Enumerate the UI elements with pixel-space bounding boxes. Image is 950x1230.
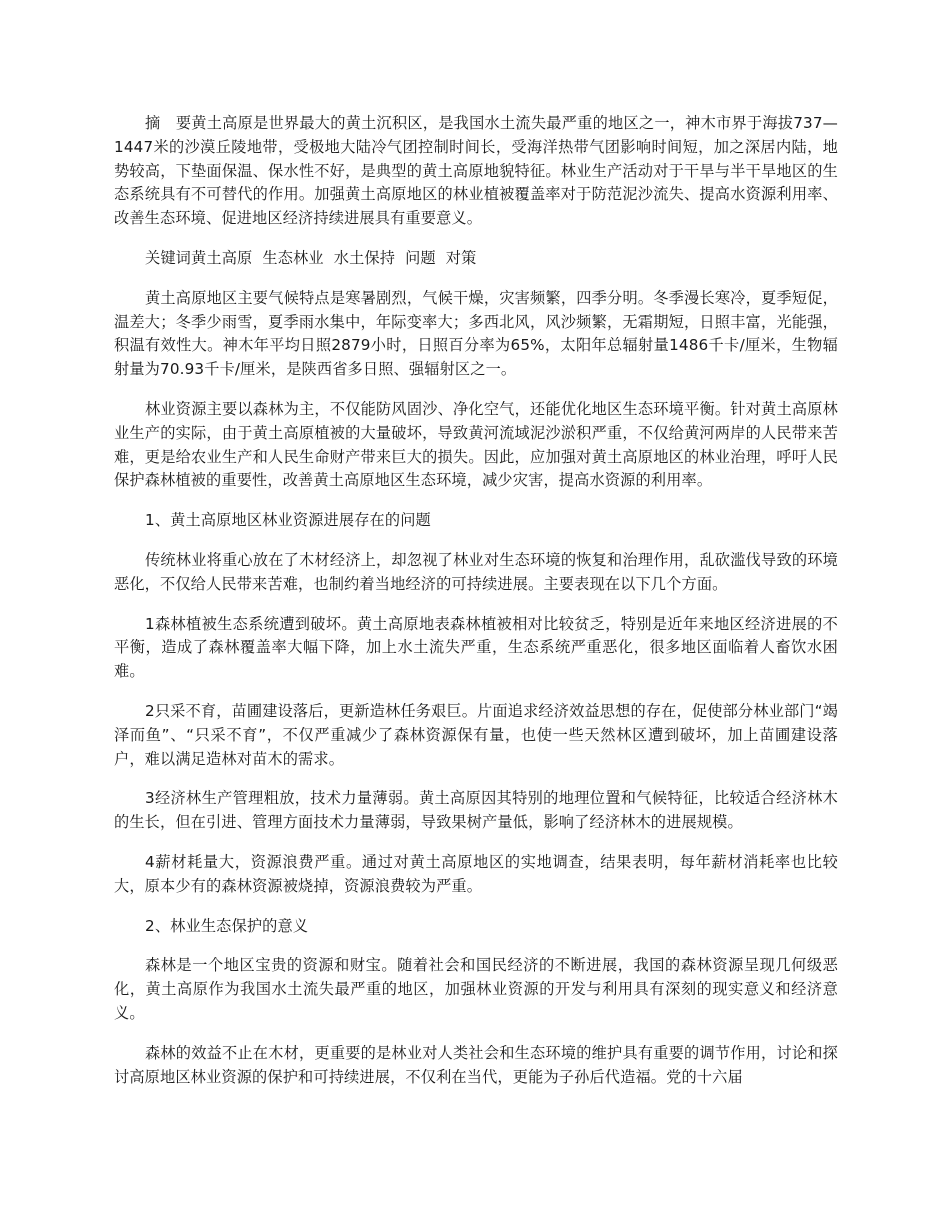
climate-paragraph: 黄土高原地区主要气候特点是寒暑剧烈，气候干燥，灾害频繁，四季分明。冬季漫长寒冷，夏季短促，温差大；冬季少雨雪，夏季雨水集中，年际变率大；多西北风，风沙频繁，无霜期短，日照丰富，光能强，积温有效性大。神木年平均日照2879小时，日照百分率为65%，太阳年总辐射量1486千卡/厘米，生物辐射量为70.93千卡/厘米，是陕西省多日照、强辐射区之一。 <box>114 288 838 379</box>
section-1-intro-paragraph: 传统林业将重心放在了木材经济上，却忽视了林业对生态环境的恢复和治理作用，乱砍滥伐导致的环境恶化，不仅给人民带来苦难，也制约着当地经济的可持续进展。主要表现在以下几个方面。 <box>114 550 838 593</box>
keywords-line <box>114 247 838 271</box>
keyword-item: 生态林业 <box>262 248 324 267</box>
section-2-paragraph-2: 森林的效益不止在木材，更重要的是林业对人类社会和生态环境的维护具有重要的调节作用，讨论和探讨高原地区林业资源的保护和可持续进展，不仅利在当代，更能为子孙后代造福。党的十六届 <box>114 1043 838 1086</box>
keyword-item: 问题 <box>405 248 436 267</box>
keyword-item: 水土保持 <box>333 248 396 267</box>
problem-point-3: 3经济林生产管理粗放，技术力量薄弱。黄土高原因其特别的地理位置和气候特征，比较适合经济林木的生长，但在引进、管理方面技术力量薄弱，导致果树产量低，影响了经济林木的进展规模。 <box>114 789 838 832</box>
problem-point-2: 2只采不育，苗圃建设落后，更新造林任务艰巨。片面追求经济效益思想的存在，促使部分林业部门“竭泽而鱼”、“只采不育”，不仅严重减少了森林资源保有量，也使一些天然林区遭到破坏，加上苗圃建设落户，难以满足造林对苗木的需求。 <box>114 701 838 768</box>
keyword-item: 黄土高原 <box>191 248 253 267</box>
problem-point-4: 4薪材耗量大，资源浪费严重。通过对黄土高原地区的实地调查，结果表明，每年薪材消耗率也比较大，原本少有的森林资源被烧掉，资源浪费较为严重。 <box>114 852 838 895</box>
section-1-heading: 1、黄土高原地区林业资源进展存在的问题 <box>145 511 431 530</box>
abstract-paragraph: 摘 要黄土高原是世界最大的黄土沉积区，是我国水土流失最严重的地区之一，神木市界于海拔737—1447米的沙漠丘陵地带，受极地大陆冷气团控制时间长，受海洋热带气团影响时间短，加之深居内陆，地势较高，下垫面保温、保水性不好，是典型的黄土高原地貌特征。林业生产活动对于干旱与半干旱地区的生态系统具有不可替代的作用。加强黄土高原地区的林业植被覆盖率对于防范泥沙流失、提高水资源利用率、改善生态环境、促进地区经济持续进展具有重要意义。 <box>114 114 838 228</box>
section-2-paragraph-1: 森林是一个地区宝贵的资源和财宝。随着社会和国民经济的不断进展，我国的森林资源呈现几何级恶化，黄土高原作为我国水土流失最严重的地区，加强林业资源的开发与利用具有深刻的现实意义和经济意义。 <box>114 956 838 1022</box>
forest-intro-paragraph: 林业资源主要以森林为主，不仅能防风固沙、净化空气，还能优化地区生态环境平衡。针对黄土高原林业生产的实际，由于黄土高原植被的大量破坏，导致黄河流域泥沙淤积严重，不仅给黄河两岸的人民带来苦难，更是给农业生产和人民生命财产带来巨大的损失。因此，应加强对黄土高原地区的林业治理，呼吁人民保护森林植被的重要性，改善黄土高原地区生态环境，减少灾害，提高水资源的利用率。 <box>114 399 838 490</box>
document-page <box>114 112 838 1105</box>
keyword-item: 对策 <box>445 248 477 267</box>
problem-point-1: 1森林植被生态系统遭到破坏。黄土高原地表森林植被相对比较贫乏，特别是近年来地区经济进展的不平衡，造成了森林覆盖率大幅下降，加上水土流失严重，生态系统严重恶化，很多地区面临着人畜饮水困难。 <box>114 614 838 681</box>
keywords-label: 关键词 <box>145 248 192 267</box>
section-2-heading: 2、林业生态保护的意义 <box>145 916 309 935</box>
